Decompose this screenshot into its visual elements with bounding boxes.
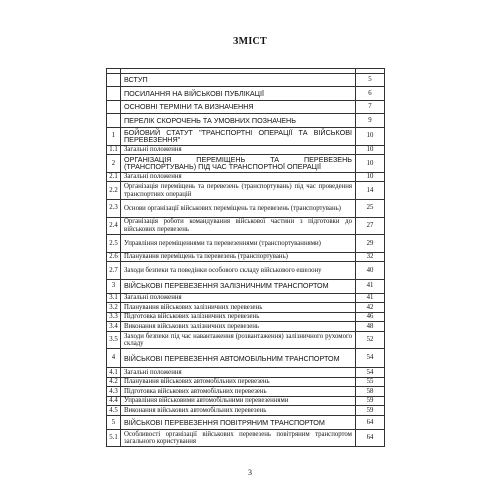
- toc-page-number: 10: [356, 155, 385, 173]
- toc-entry-title: ВІЙСЬКОВІ ПЕРЕВЕЗЕННЯ ПОВІТРЯНИМ ТРАНСПОРТОМ: [121, 416, 356, 430]
- toc-row: [107, 349, 385, 368]
- toc-entry-title: Планування переміщень та перевезень (транспортувань): [121, 252, 356, 262]
- toc-number: 3.4: [107, 322, 121, 332]
- toc-page-number: 48: [356, 322, 385, 332]
- toc-page-number: 55: [356, 377, 385, 387]
- toc-row: [107, 73, 385, 87]
- toc-row: [107, 87, 385, 101]
- toc-row: [107, 322, 385, 332]
- toc-body: [107, 69, 385, 447]
- toc-entry-title: ОРГАНІЗАЦІЯ ПЕРЕМІЩЕНЬ ТА ПЕРЕВЕЗЕНЬ (ТРАНСПОРТУВАНЬ) ПІД ЧАС ТРАНСПОРТНОЇ ОПЕРАЦІЇ: [121, 155, 356, 173]
- toc-page-number: 41: [356, 279, 385, 293]
- toc-row: [107, 279, 385, 293]
- toc-number: [107, 73, 121, 87]
- toc-entry-title: Виконання військових автомобільних перевезень: [121, 406, 356, 416]
- toc-page-number: 5: [356, 73, 385, 87]
- toc-row: [107, 429, 385, 447]
- toc-page-number: 64: [356, 416, 385, 430]
- toc-row: [107, 303, 385, 313]
- toc-number: 2.3: [107, 199, 121, 217]
- toc-row: [107, 127, 385, 145]
- toc-page-number: 7: [356, 100, 385, 114]
- toc-entry-title: Виконання військових залізничних перевезень: [121, 322, 356, 332]
- toc-row: [107, 199, 385, 217]
- toc-number: 2.5: [107, 235, 121, 253]
- toc-page-number: 6: [356, 87, 385, 101]
- toc-page-number: 10: [356, 145, 385, 155]
- toc-number: 4: [107, 349, 121, 368]
- toc-number: 2.2: [107, 182, 121, 200]
- toc-row: [107, 172, 385, 182]
- toc-page-number: 40: [356, 262, 385, 280]
- toc-entry-title: Організація роботи командування військової частини з підготовки до військових перевезень: [121, 217, 356, 235]
- page-number: 3: [248, 468, 252, 477]
- toc-number: [107, 114, 121, 128]
- toc-entry-title: Заходи безпеки під час навантаження (розвантаження) залізничного рухомого складу: [121, 331, 356, 349]
- toc-entry-title: Загальні положення: [121, 368, 356, 378]
- toc-row: [107, 368, 385, 378]
- toc-entry-title: Підготовка військових автомобільних перевезень: [121, 387, 356, 397]
- toc-page-number: 54: [356, 368, 385, 378]
- toc-number: 2.1: [107, 172, 121, 182]
- toc-page-number: 54: [356, 349, 385, 368]
- toc-number: 4.2: [107, 377, 121, 387]
- toc-number: 3.2: [107, 303, 121, 313]
- toc-row: [107, 293, 385, 303]
- toc-number: [107, 87, 121, 101]
- toc-entry-title: Планування військових залізничних перевезень: [121, 303, 356, 313]
- toc-number: 1.1: [107, 145, 121, 155]
- toc-entry-title: Підготовка військових залізничних перевезень: [121, 312, 356, 322]
- toc-page-number: 46: [356, 312, 385, 322]
- toc-entry-title: ПЕРЕЛІК СКОРОЧЕНЬ ТА УМОВНИХ ПОЗНАЧЕНЬ: [121, 114, 356, 128]
- toc-number: 3.1: [107, 293, 121, 303]
- toc-page-number: 25: [356, 199, 385, 217]
- toc-row: [107, 114, 385, 128]
- toc-number: 2: [107, 155, 121, 173]
- toc-entry-title: Загальні положення: [121, 293, 356, 303]
- toc-number: 3: [107, 279, 121, 293]
- toc-row: [107, 387, 385, 397]
- toc-row: [107, 312, 385, 322]
- toc-entry-title: Загальні положення: [121, 172, 356, 182]
- table-of-contents: [106, 68, 385, 447]
- toc-entry-title: ПОСИЛАННЯ НА ВІЙСЬКОВІ ПУБЛІКАЦІЇ: [121, 87, 356, 101]
- toc-page-number: 32: [356, 252, 385, 262]
- toc-entry-title: Управління військовими автомобільними перевезеннями: [121, 396, 356, 406]
- toc-row: [107, 331, 385, 349]
- toc-entry-title: ОСНОВНІ ТЕРМІНИ ТА ВИЗНАЧЕННЯ: [121, 100, 356, 114]
- toc-entry-title: Управління переміщеннями та перевезеннями (транспортуваннями): [121, 235, 356, 253]
- toc-row: [107, 235, 385, 253]
- toc-page-number: 59: [356, 406, 385, 416]
- toc-number: 2.4: [107, 217, 121, 235]
- toc-number: [107, 100, 121, 114]
- toc-entry-title: БОЙОВИЙ СТАТУТ "ТРАНСПОРТНІ ОПЕРАЦІЇ ТА ВІЙСЬКОВІ ПЕРЕВЕЗЕННЯ": [121, 127, 356, 145]
- toc-number: 5.1: [107, 429, 121, 447]
- toc-entry-title: Основи організації військових переміщень та перевезень (транспортувань): [121, 199, 356, 217]
- toc-number: 3.5: [107, 331, 121, 349]
- toc-row: [107, 396, 385, 406]
- toc-page-number: 27: [356, 217, 385, 235]
- toc-number: 5: [107, 416, 121, 430]
- toc-row: [107, 377, 385, 387]
- toc-number: 1: [107, 127, 121, 145]
- toc-entry-title: Планування військових автомобільних перевезень: [121, 377, 356, 387]
- toc-row: [107, 262, 385, 280]
- toc-page-number: 41: [356, 293, 385, 303]
- toc-row: [107, 182, 385, 200]
- toc-row: [107, 217, 385, 235]
- toc-page-number: 64: [356, 429, 385, 447]
- toc-entry-title: Особливості організації військових перевезень повітряним транспортом загального користування: [121, 429, 356, 447]
- toc-entry-title: Загальні положення: [121, 145, 356, 155]
- toc-row: [107, 252, 385, 262]
- toc-number: 4.3: [107, 387, 121, 397]
- toc-entry-title: ВСТУП: [121, 73, 356, 87]
- toc-number: 3.3: [107, 312, 121, 322]
- toc-number: 4.1: [107, 368, 121, 378]
- toc-page-number: 59: [356, 396, 385, 406]
- toc-page-number: 29: [356, 235, 385, 253]
- toc-number: 4.5: [107, 406, 121, 416]
- toc-entry-title: Організація переміщень та перевезень (транспортувань) під час проведення транспортних операцій: [121, 182, 356, 200]
- toc-page-number: 9: [356, 114, 385, 128]
- toc-entry-title: Заходи безпеки та поведінки особового складу військового ешелону: [121, 262, 356, 280]
- toc-page-number: 42: [356, 303, 385, 313]
- toc-row: [107, 145, 385, 155]
- toc-page-number: 52: [356, 331, 385, 349]
- toc-page-number: 10: [356, 127, 385, 145]
- page-title: ЗМІСТ: [233, 36, 267, 47]
- toc-number: 4.4: [107, 396, 121, 406]
- toc-page-number: 14: [356, 182, 385, 200]
- toc-page-number: 10: [356, 172, 385, 182]
- toc-number: 2.7: [107, 262, 121, 280]
- toc-row: [107, 100, 385, 114]
- toc-entry-title: ВІЙСЬКОВІ ПЕРЕВЕЗЕННЯ АВТОМОБІЛЬНИМ ТРАНСПОРТОМ: [121, 349, 356, 368]
- toc-row: [107, 416, 385, 430]
- toc-number: 2.6: [107, 252, 121, 262]
- toc-row: [107, 406, 385, 416]
- toc-row: [107, 155, 385, 173]
- toc-entry-title: ВІЙСЬКОВІ ПЕРЕВЕЗЕННЯ ЗАЛІЗНИЧНИМ ТРАНСПОРТОМ: [121, 279, 356, 293]
- toc-page-number: 58: [356, 387, 385, 397]
